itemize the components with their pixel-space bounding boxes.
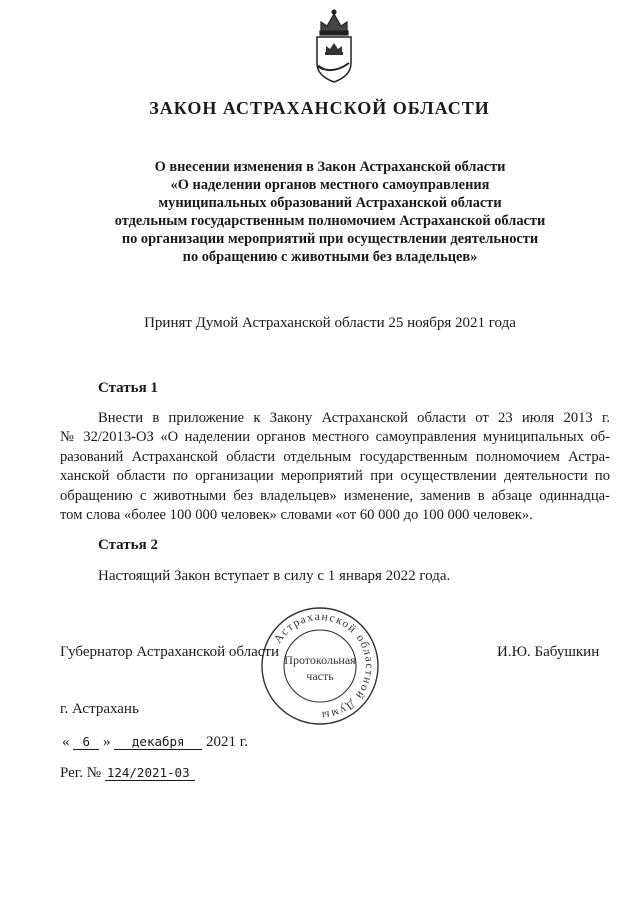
registration-label: Рег. № [60,765,102,781]
stamp-center-line-1: Протокольная [284,653,356,667]
date-open-quote: « [62,734,70,750]
subject-line: «О наделении органов местного самоуправления [170,177,490,193]
subject-line: по организации мероприятий при осуществлении деятельности [121,231,539,247]
signer-name: И.Ю. Бабушкин [497,644,600,660]
article-1-line: обращению с животными без владельцев» изменение, заменив в абзаце одиннадца- [60,487,610,504]
signing-date [62,734,248,751]
subject-line: О внесении изменения в Закон Астраханской области [154,159,506,175]
coat-of-arms-icon [303,8,365,86]
law-subject [60,158,600,266]
article-1-line: Внести в приложение к Закону Астраханской области от 23 июля 2013 г. [98,410,610,426]
date-month: декабря [114,734,202,750]
stamp-ring-text: Астраханской областной Думы [272,610,376,722]
place-of-signing: г. Астрахань [60,701,139,717]
article-1-line: том слова «более 100 000 человек» словами «от 60 000 до 100 000 человек». [60,507,533,524]
subject-line: муниципальных образований Астраханской области [158,195,502,211]
article-1-line: № 32/2013-ОЗ «О наделении органов местного самоуправления муниципальных об- [60,429,610,446]
article-2-body: Настоящий Закон вступает в силу с 1 января 2022 года. [98,568,451,584]
date-close-quote: » [103,734,111,750]
article-1-line: разований Астраханской области отдельным государственным полномочием Астра- [60,448,610,465]
stamp-center-line-2: часть [306,669,334,683]
law-title: ЗАКОН АСТРАХАНСКОЙ ОБЛАСТИ [149,98,490,118]
article-2-heading: Статья 2 [98,537,158,553]
date-day: 6 [73,734,99,750]
adoption-note: Принят Думой Астраханской области 25 ноября 2021 года [144,315,516,331]
subject-line: отдельным государственным полномочием Астраханской области [114,213,546,229]
article-1-line: ханской области по организации мероприятий при осуществлении деятельности по [60,468,610,485]
registration [60,765,195,782]
date-year: 2021 г. [206,734,248,750]
signer-role: Губернатор Астраханской области [60,644,280,660]
article-1-heading: Статья 1 [98,380,158,396]
subject-line: по обращению с животными без владельцев» [182,249,478,265]
article-1-body [60,409,610,525]
duma-stamp-icon [255,604,385,728]
registration-number: 124/2021-03 [105,765,195,781]
